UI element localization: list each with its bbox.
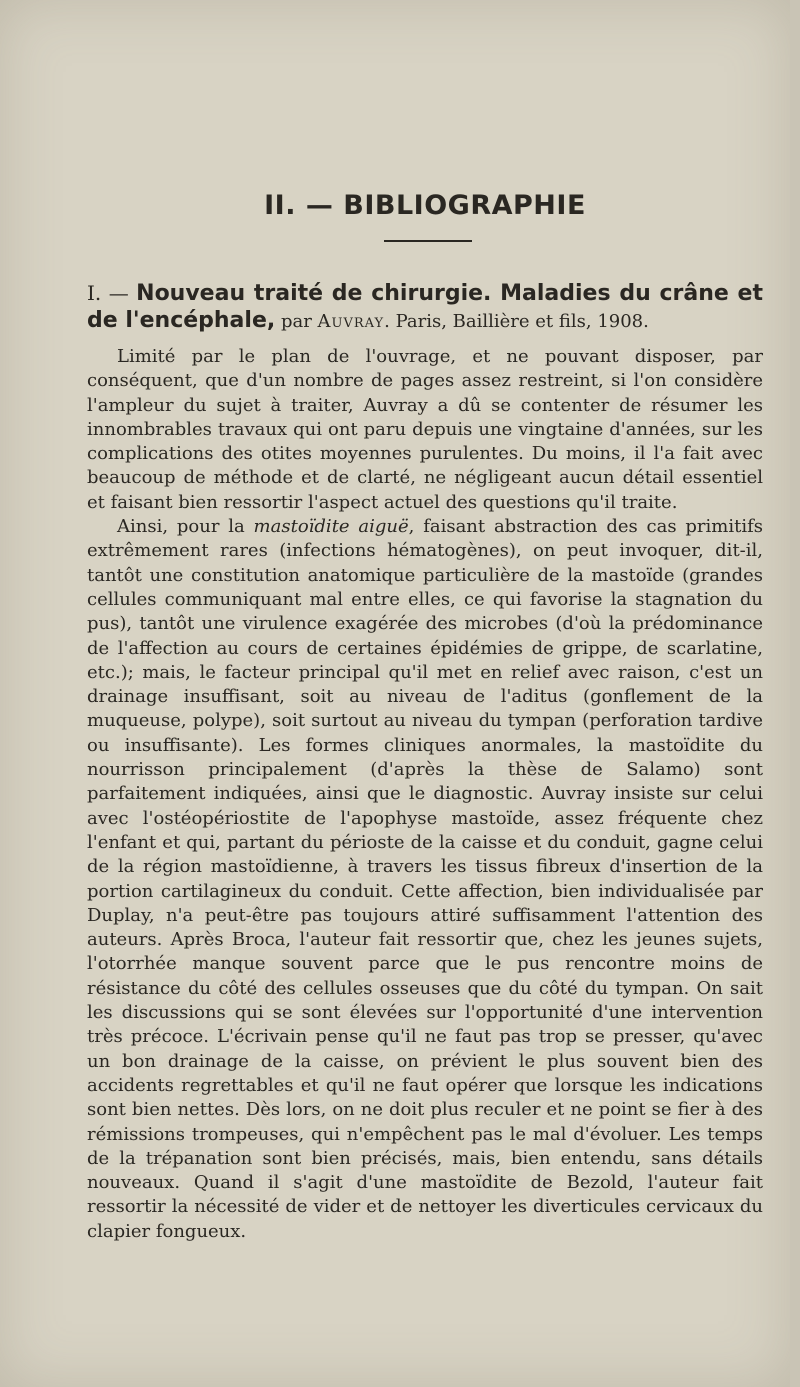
entry-publication: . Paris, Baillière et fils, 1908. xyxy=(384,311,649,332)
entry-by: par xyxy=(275,311,318,332)
bibliography-entry xyxy=(87,280,763,1244)
review-paragraph-2 xyxy=(87,515,763,1244)
entry-author: Auvray xyxy=(317,311,385,332)
review-paragraph-1: Limité par le plan de l'ouvrage, et ne pouvant disposer, par conséquent, que d'un nombre de pages assez restreint, si l'on considère l'ampleur du sujet à traiter, Auvray a dû se contenter de résumer les innombrables travaux qui ont paru depuis une vingtaine d'années, sur les complications des otites moyennes purulentes. Du moins, il l'a fait avec beaucoup de méthode et de clarté, ne négligeant aucun détail essentiel et faisant bien ressortir l'aspect actuel des questions qu'il traite. xyxy=(87,346,763,513)
heading-rule xyxy=(384,240,472,242)
entry-title: Nouveau traité de chirurgie. Maladies du crâne et de l'encéphale, xyxy=(87,281,763,333)
para2-rest: , faisant abstraction des cas primitifs extrêmement rares (infections hématogènes), on peut invoquer, dit-il, tantôt une constitution anatomique particulière de la mastoïde (grandes cellules communiquant mal entre elles, ce qui favorise la stagnation du pus), tantôt une virulence exagérée des microbes (d'où la prédominance de l'affection au cours de certaines épidémies de grippe, de scarlatine, etc.); mais, le facteur principal qu'il met en relief avec raison, c'est un drainage insuffisant, soit au niveau de l'aditus (gonflement de la muqueuse, polype), soit surtout au niveau du tympan (perforation tardive ou insuffisante). Les formes cliniques anormales, la mastoïdite du nourrisson principalement (d'après la thèse de Salamo) sont parfaitement indiquées, ainsi que le diagnostic. Auvray insiste sur celui avec l'ostéopériostite de l'apophyse mastoïde, assez fréquente chez l'enfant et qui, partant du périoste de la caisse et du conduit, gagne celui de la région mastoïdienne, à travers les tissus fibreux d'insertion de la portion cartilagineux du conduit. Cette affection, bien individualisée par Duplay, n'a peut-être pas toujours attiré suffisamment l'attention des auteurs. Après Broca, l'auteur fait ressortir que, chez les jeunes sujets, l'otorrhée manque souvent parce que le pus rencontre moins de résistance du côté des cellules osseuses que du côté du tympan. On sait les discussions qui se sont élevées sur l'opportunité d'une intervention très précoce. L'écrivain pense qu'il ne faut pas trop se presser, qu'avec un bon drainage de la caisse, on prévient le plus souvent bien des accidents regrettables et qu'il ne faut opérer que lorsque les indications sont bien nettes. Dès lors, on ne doit plus reculer et ne point se fier à des rémissions trompeuses, qui n'empêchent pas le mal d'évoluer. Les temps de la trépanation sont bien précisés, mais, bien entendu, sans détails nouveaux. Quand il s'agit d'une mastoïdite de Bezold, l'auteur fait ressortir la nécessité de vider et de nettoyer les diverticules cervicaux du clapier fongueux. xyxy=(87,516,763,1242)
para2-italic-term: mastoïdite aiguë xyxy=(253,516,409,538)
entry-header xyxy=(87,280,763,335)
section-heading: II. — BIBLIOGRAPHIE xyxy=(264,190,586,221)
para2-start: Ainsi, pour la xyxy=(117,516,254,538)
entry-number: I. — xyxy=(87,281,137,305)
